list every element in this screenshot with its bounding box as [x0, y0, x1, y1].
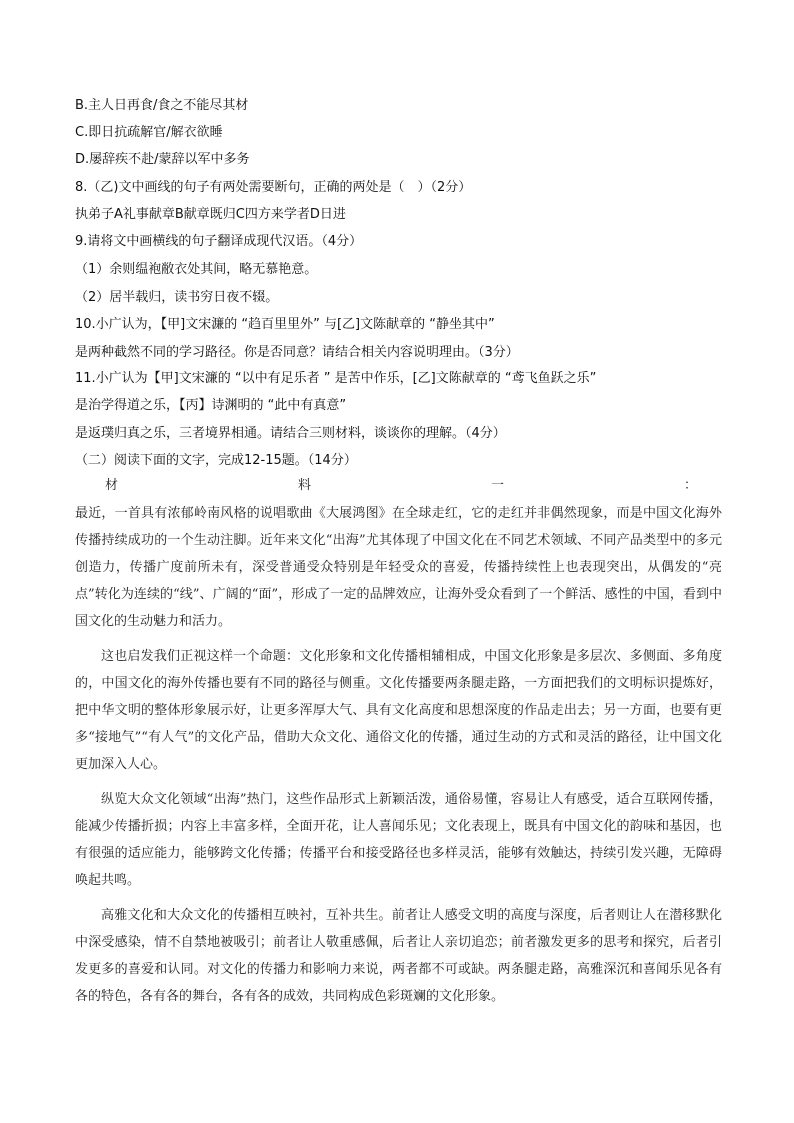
material-heading-char: 材 [105, 478, 119, 493]
material-paragraph-4: 高雅文化和大众文化的传播相互映衬，互补共生。前者让人感受文明的高度与深度，后者则让人在潜移默化中深受感染，情不自禁地被吸引；前者让人敬重感佩，后者让人亲切追恋；前者激发更多的思考和探究，后者引发更多的喜爱和认同。对文化的传播力和影响力来说，两者都不可或缺。两条腿走路，高雅深沉和喜闻乐见各有各的特色，各有各的舞台，各有各的成效，共同构成色彩斑斓的文化形象。 [75, 908, 722, 1004]
material-heading-char: 料 [297, 478, 311, 493]
material-heading-char: 一 [490, 478, 504, 493]
question-11-line-1: 11.小广认为【甲]文宋濂的 “以中有足乐者 ” 是苦中作乐，[乙]文陈献章的 “鸢飞鱼跃之乐” [75, 371, 597, 386]
option-c: C.即日抗疏解官/解衣欲睡 [75, 125, 223, 140]
material-paragraph-3: 纵览大众文化领域“出海”热门，这些作品形式上新颖活泼，通俗易懂，容易让人有感受，适合互联网传播，能减少传播折损；内容上丰富多样，全面开花，让人喜闻乐见；文化表现上，既具有中国文化的韵味和基因，也有很强的适应能力，能够跨文化传播；传播平台和接受路径也多样灵活，能够有效触达，持续引发兴趣，无障碍唤起共鸣。 [75, 792, 722, 888]
option-b: B.主人日再食/食之不能尽其材 [75, 98, 249, 113]
material-heading-char: ： [683, 478, 697, 493]
material-paragraph-1: 最近，一首具有浓郁岭南风格的说唱歌曲《大展鸿图》在全球走红，它的走红并非偶然现象，而是中国文化海外传播持续成功的一个生动注脚。近年来文化“出海”尤其体现了中国文化在不同艺术领域、不同产品类型中的多元创造力，传播广度前所未有，深受普通受众特别是年轻受众的喜爱，传播持续性上也表现突出，从偶发的“亮点”转化为连续的“线”、广阔的“面”，形成了一定的品牌效应，让海外受众看到了一个鲜活、感性的中国，看到中国文化的生动魅力和活力。 [75, 506, 722, 629]
option-d: D.屡辞疾不赴/蒙辞以军中多务 [75, 152, 250, 167]
question-9-part-1: （1）余则缊袍敝衣处其间，略无慕艳意。 [75, 262, 318, 277]
question-11-line-2: 是治学得道之乐，【丙】诗渊明的 “此中有真意” [75, 398, 347, 413]
question-8: 8.（乙)文中画线的句子有两处需要断句，正确的两处是（ ）（2分） [75, 180, 472, 195]
material-body [75, 500, 722, 1018]
material-heading [75, 478, 722, 494]
material-paragraph-2: 这也启发我们正视这样一个命题：文化形象和文化传播相辅相成，中国文化形象是多层次、多侧面、多角度的，中国文化的海外传播也要有不同的路径与侧重。文化传播要两条腿走路，一方面把我们的文明标识提炼好，把中华文明的整体形象展示好，让更多浑厚大气、具有文化高度和思想深度的作品走出去；另一方面，也要有更多“接地气”“有人气”的文化产品，借助大众文化、通俗文化的传播，通过生动的方式和灵活的路径，让中国文化更加深入人心。 [75, 649, 722, 772]
question-10-line-2: 是两种截然不同的学习路径。你是否同意？请结合相关内容说明理由。（3分） [75, 345, 519, 360]
section-2-heading: （二）阅读下面的文字，完成12-15题。（14分） [75, 453, 357, 468]
question-9: 9.请将文中画横线的句子翻译成现代汉语。（4分） [75, 234, 363, 249]
question-9-part-2: （2）居半载归，读书穷日夜不辍。 [75, 290, 279, 305]
question-11-line-3: 是返璞归真之乐，三者境界相通。请结合三则材料，谈谈你的理解。（4分） [75, 426, 506, 441]
question-8-options: 执弟子A礼事献章B献章既归C四方来学者D日进 [75, 207, 346, 222]
question-10-line-1: 10.小广认为，【甲]文宋濂的 “趋百里里外” 与[乙]文陈献章的 “静坐其中” [75, 317, 495, 332]
